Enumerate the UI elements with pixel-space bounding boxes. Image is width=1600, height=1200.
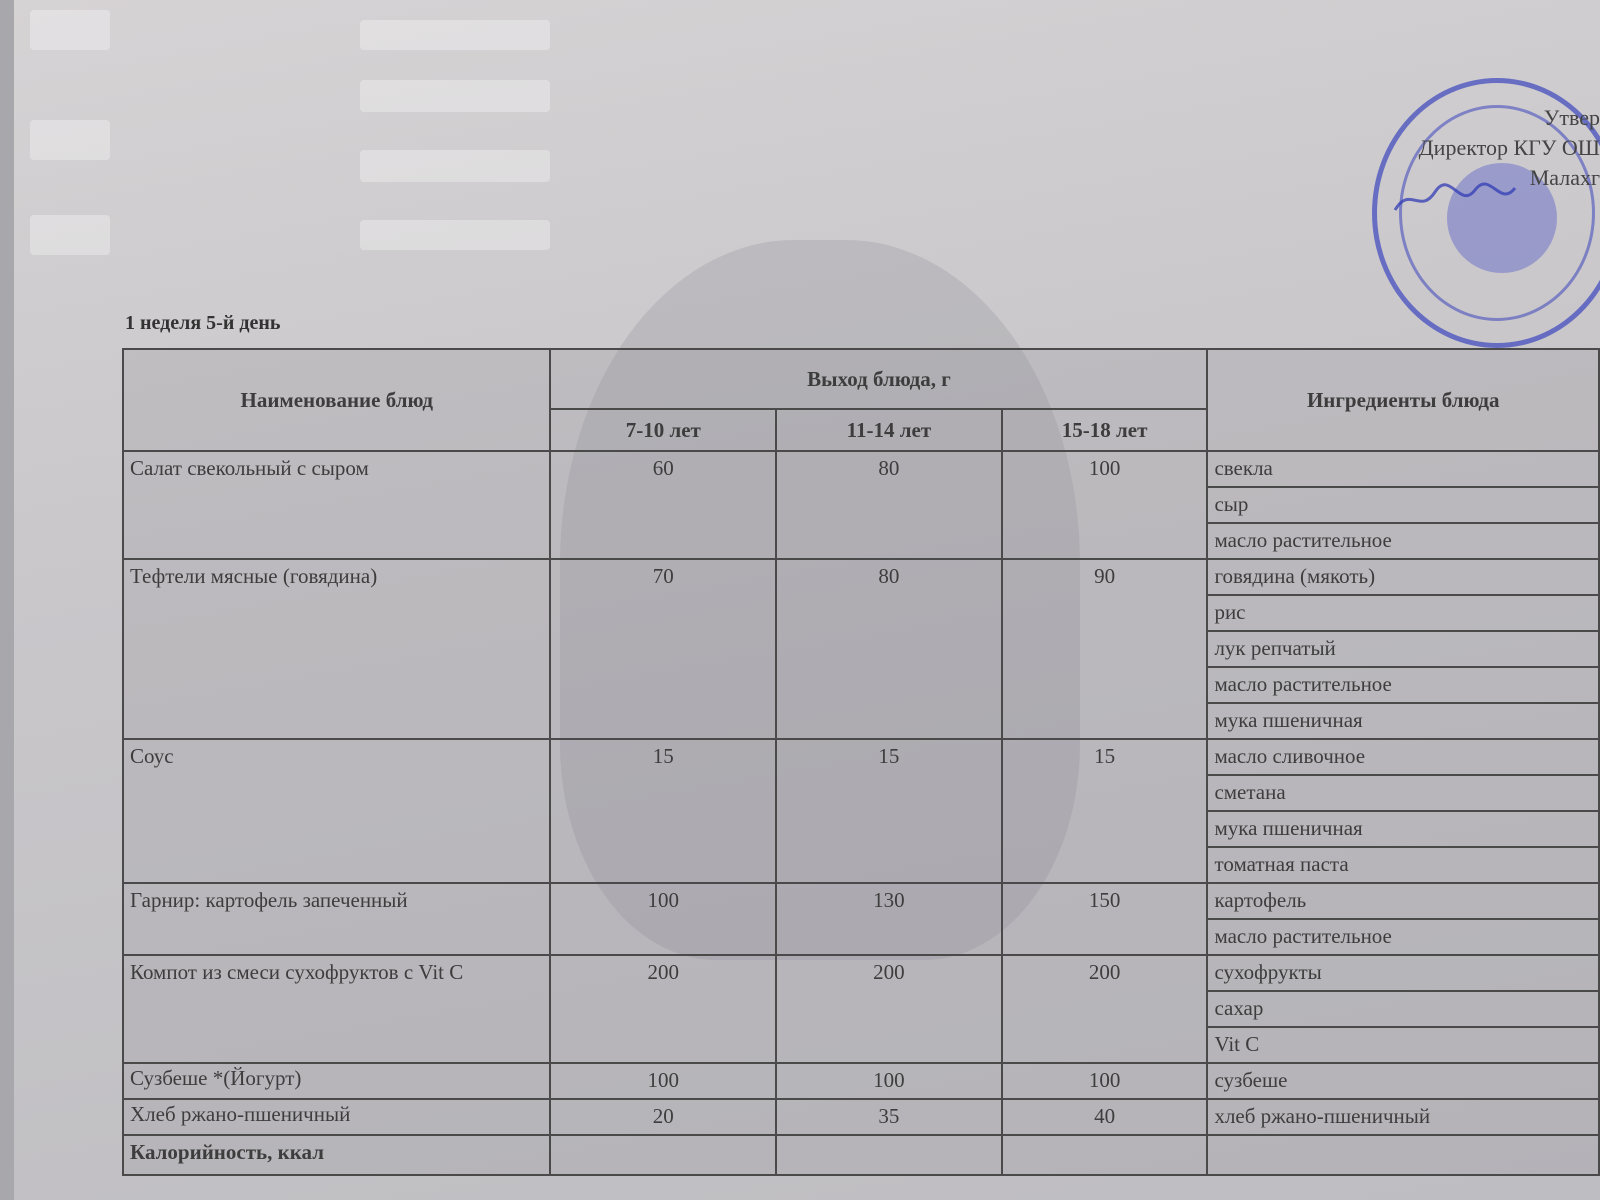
ingredient: свекла (1207, 451, 1599, 487)
total-label: Калорийность, ккал (123, 1135, 550, 1175)
window-reflection (360, 220, 550, 250)
ingredient: масло растительное (1207, 667, 1599, 703)
table-row (123, 955, 1599, 991)
approval-title: Утвер (1543, 105, 1600, 130)
yield-15-18: 40 (1002, 1099, 1208, 1135)
week-day-label: 1 неделя 5-й день (125, 312, 281, 334)
table-row (123, 451, 1599, 487)
dish-name: Тефтели мясные (говядина) (123, 559, 550, 739)
yield-11-14: 15 (776, 739, 1002, 883)
total-11-14 (776, 1135, 1002, 1175)
dish-name: Компот из смеси сухофруктов с Vit C (123, 955, 550, 1063)
table-row (123, 559, 1599, 595)
yield-7-10: 20 (550, 1099, 776, 1135)
table-row (123, 1099, 1599, 1135)
yield-15-18: 100 (1002, 451, 1208, 559)
yield-7-10: 15 (550, 739, 776, 883)
table-row (123, 1063, 1599, 1099)
ingredient: масло растительное (1207, 523, 1599, 559)
ingredient: Vit C (1207, 1027, 1599, 1063)
col-header-yield: Выход блюда, г (550, 349, 1207, 409)
ingredient: масло сливочное (1207, 739, 1599, 775)
window-reflection (30, 215, 110, 255)
yield-15-18: 15 (1002, 739, 1208, 883)
window-reflection (30, 120, 110, 160)
dish-name: Салат свекольный с сыром (123, 451, 550, 559)
yield-7-10: 100 (550, 883, 776, 955)
dish-name: Гарнир: картофель запеченный (123, 883, 550, 955)
total-ingredients (1207, 1135, 1599, 1175)
yield-15-18: 100 (1002, 1063, 1208, 1099)
yield-11-14: 200 (776, 955, 1002, 1063)
table-row-total (123, 1135, 1599, 1175)
ingredient: мука пшеничная (1207, 703, 1599, 739)
ingredient: хлеб ржано-пшеничный (1207, 1099, 1599, 1135)
ingredient: говядина (мякоть) (1207, 559, 1599, 595)
ingredient: мука пшеничная (1207, 811, 1599, 847)
yield-15-18: 150 (1002, 883, 1208, 955)
approval-name: Малахг (1529, 165, 1600, 190)
menu-table (122, 348, 1600, 1176)
yield-15-18: 90 (1002, 559, 1208, 739)
col-header-age-7-10: 7-10 лет (550, 409, 776, 451)
yield-11-14: 130 (776, 883, 1002, 955)
yield-11-14: 80 (776, 451, 1002, 559)
ingredient: лук репчатый (1207, 631, 1599, 667)
ingredient: масло растительное (1207, 919, 1599, 955)
dish-name: Соус (123, 739, 550, 883)
window-reflection (360, 80, 550, 112)
window-reflection (360, 20, 550, 50)
yield-7-10: 100 (550, 1063, 776, 1099)
yield-11-14: 100 (776, 1063, 1002, 1099)
dish-name: Хлеб ржано-пшеничный (123, 1099, 550, 1135)
total-7-10 (550, 1135, 776, 1175)
window-reflection (30, 10, 110, 50)
ingredient: сахар (1207, 991, 1599, 1027)
yield-15-18: 200 (1002, 955, 1208, 1063)
total-15-18 (1002, 1135, 1208, 1175)
col-header-age-11-14: 11-14 лет (776, 409, 1002, 451)
table-row (123, 883, 1599, 919)
ingredient: сузбеше (1207, 1063, 1599, 1099)
table-header-row (123, 349, 1599, 409)
yield-7-10: 60 (550, 451, 776, 559)
ingredient: томатная паста (1207, 847, 1599, 883)
yield-7-10: 70 (550, 559, 776, 739)
yield-7-10: 200 (550, 955, 776, 1063)
col-header-ingredients: Ингредиенты блюда (1207, 349, 1599, 451)
approval-position: Директор КГУ ОШ (1418, 135, 1600, 160)
ingredient: картофель (1207, 883, 1599, 919)
yield-11-14: 35 (776, 1099, 1002, 1135)
col-header-dish: Наименование блюд (123, 349, 550, 451)
yield-11-14: 80 (776, 559, 1002, 739)
ingredient: сухофрукты (1207, 955, 1599, 991)
window-reflection (360, 150, 550, 182)
dish-name: Сузбеше *(Йогурт) (123, 1063, 550, 1099)
paper-edge (0, 0, 14, 1200)
table-row (123, 739, 1599, 775)
ingredient: сыр (1207, 487, 1599, 523)
approval-block (1330, 105, 1600, 191)
ingredient: рис (1207, 595, 1599, 631)
ingredient: сметана (1207, 775, 1599, 811)
col-header-age-15-18: 15-18 лет (1002, 409, 1208, 451)
